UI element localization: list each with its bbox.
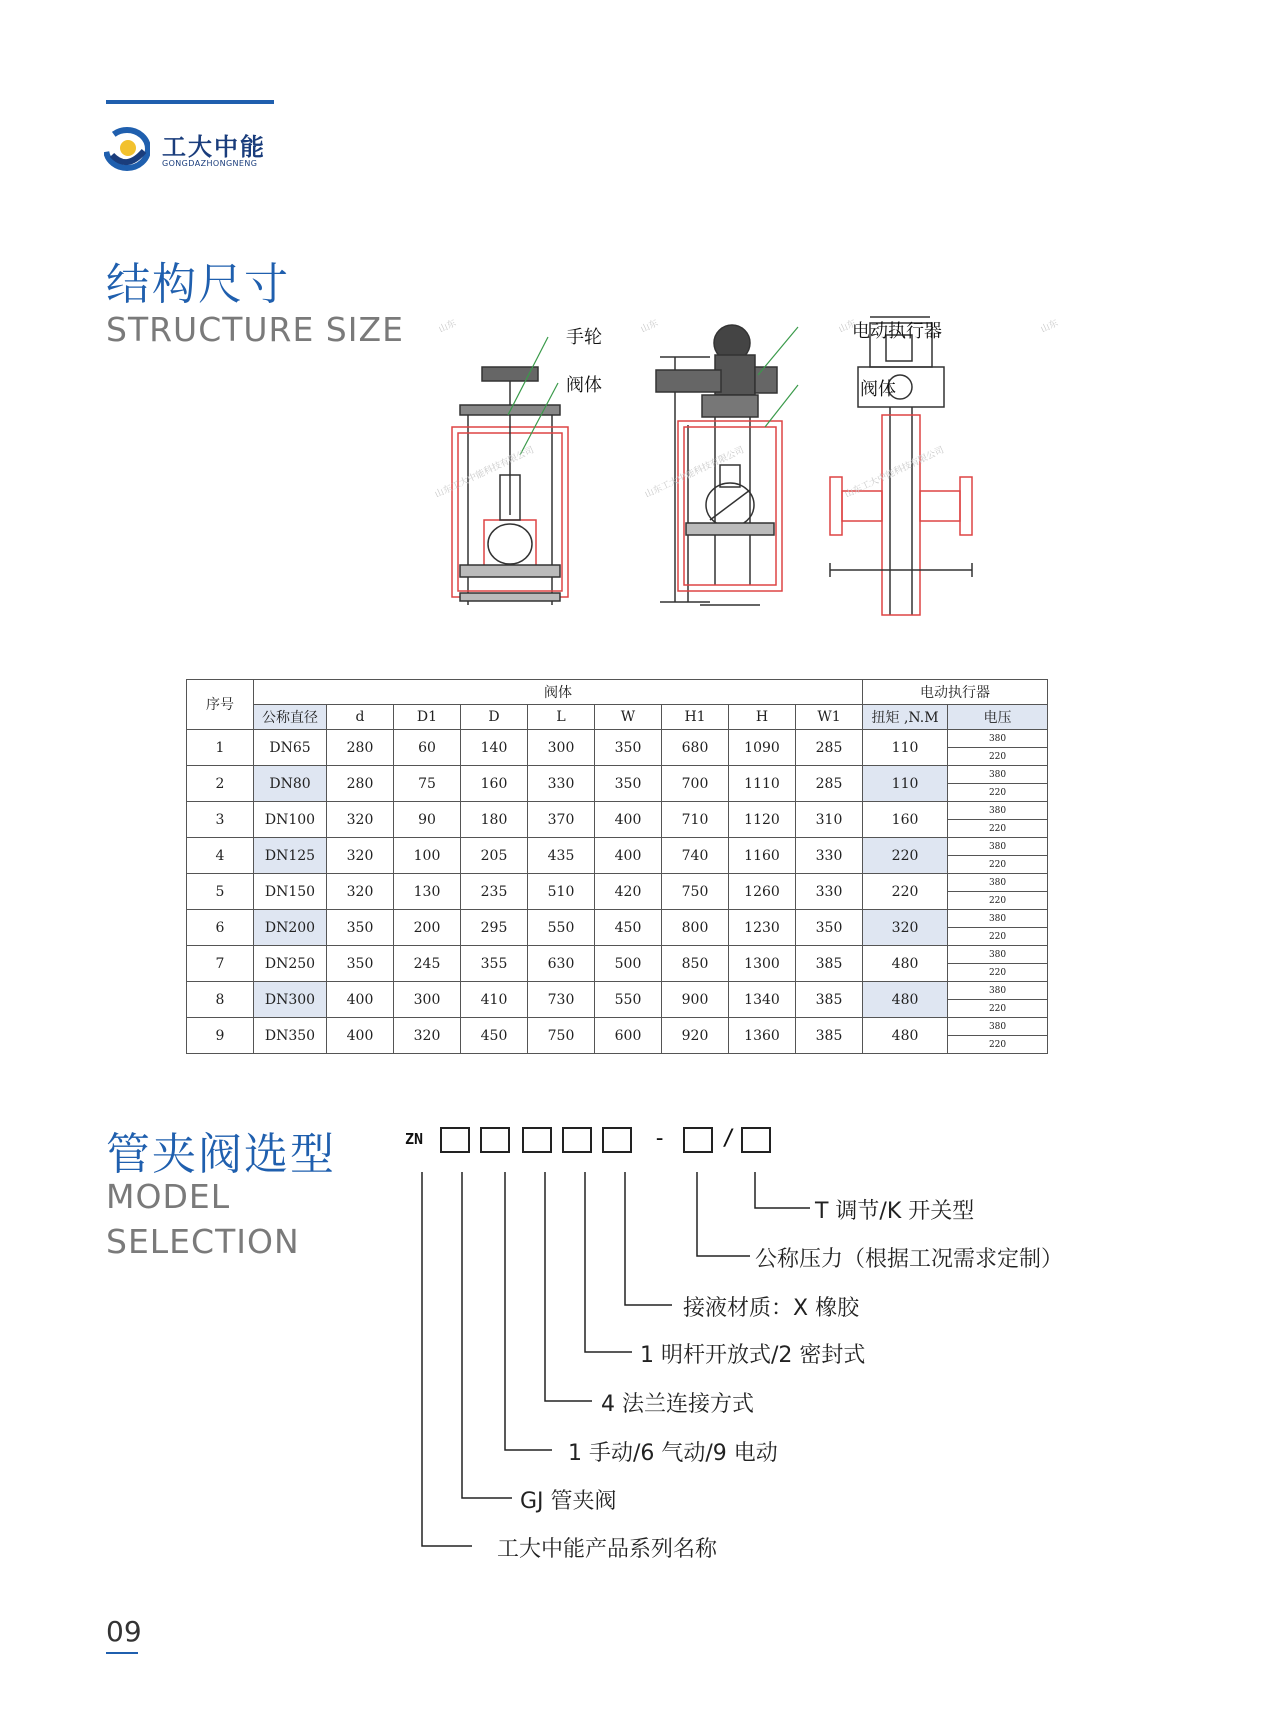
col-voltage: 电压 (948, 705, 1048, 730)
cell-h: 1090 (729, 730, 796, 766)
cell-index: 5 (187, 874, 254, 910)
col-D1: D1 (394, 705, 461, 730)
cell-voltage-220: 220 (948, 1036, 1048, 1054)
cell-voltage-220: 220 (948, 1000, 1048, 1018)
brand-logo (104, 125, 304, 175)
table-row (187, 874, 1048, 892)
cell-dn: DN200 (254, 910, 327, 946)
selection-title-en-1: MODEL (106, 1177, 231, 1216)
cell-voltage-380: 380 (948, 946, 1048, 964)
selection-title-cn: 管夹阀选型 (106, 1129, 336, 1180)
cell-h1: 740 (662, 838, 729, 874)
cell-l: 370 (528, 802, 595, 838)
cell-w1: 385 (796, 946, 863, 982)
cell-dn: DN80 (254, 766, 327, 802)
col-W1: W1 (796, 705, 863, 730)
selection-item-7: GJ 管夹阀 (520, 1489, 617, 1514)
manual-valve-drawing (452, 367, 568, 605)
cell-voltage-380: 380 (948, 766, 1048, 784)
cell-w: 450 (595, 910, 662, 946)
cell-d1: 130 (394, 874, 461, 910)
cell-w1: 350 (796, 910, 863, 946)
cell-l: 435 (528, 838, 595, 874)
selection-title-en-2: SELECTION (106, 1222, 300, 1261)
cell-w1: 330 (796, 838, 863, 874)
logo-mark-icon (104, 127, 150, 171)
cell-voltage-380: 380 (948, 1018, 1048, 1036)
cell-d: 280 (327, 766, 394, 802)
cell-h1: 700 (662, 766, 729, 802)
code-box-5 (602, 1127, 632, 1153)
watermark-6: 山东工大中能科技有限公司 (643, 445, 746, 501)
cell-l: 630 (528, 946, 595, 982)
cell-d: 320 (327, 838, 394, 874)
cell-h: 1160 (729, 838, 796, 874)
cell-dn: DN150 (254, 874, 327, 910)
cell-voltage-220: 220 (948, 892, 1048, 910)
cell-index: 9 (187, 1018, 254, 1054)
page-number: 09 (106, 1615, 142, 1648)
code-box-3 (522, 1127, 552, 1153)
cell-torque: 480 (863, 946, 948, 982)
cell-w: 420 (595, 874, 662, 910)
cell-voltage-380: 380 (948, 874, 1048, 892)
cell-h: 1260 (729, 874, 796, 910)
col-d: d (327, 705, 394, 730)
cell-h1: 800 (662, 910, 729, 946)
cell-voltage-220: 220 (948, 928, 1048, 946)
table-row (187, 766, 1048, 784)
cell-d: 140 (461, 730, 528, 766)
page-number-underline (106, 1652, 138, 1654)
cell-index: 3 (187, 802, 254, 838)
cell-w1: 385 (796, 982, 863, 1018)
watermark-3: 山东 (837, 318, 858, 336)
cell-h1: 710 (662, 802, 729, 838)
cell-d1: 300 (394, 982, 461, 1018)
cell-h1: 850 (662, 946, 729, 982)
brand-name-cn: 工大中能 (162, 132, 266, 161)
cell-l: 550 (528, 910, 595, 946)
label-valve-body-2: 阀体 (860, 379, 896, 400)
structure-title-en: STRUCTURE SIZE (106, 310, 404, 349)
cell-l: 510 (528, 874, 595, 910)
cell-w: 400 (595, 802, 662, 838)
cell-dn: DN350 (254, 1018, 327, 1054)
cell-w: 400 (595, 838, 662, 874)
cell-dn: DN250 (254, 946, 327, 982)
watermark-2: 山东 (639, 318, 660, 336)
valve-drawing (420, 315, 1070, 635)
cell-d: 450 (461, 1018, 528, 1054)
cell-d: 355 (461, 946, 528, 982)
cell-d: 410 (461, 982, 528, 1018)
cell-voltage-220: 220 (948, 964, 1048, 982)
cell-w1: 385 (796, 1018, 863, 1054)
cell-dn: DN300 (254, 982, 327, 1018)
code-slash: / (722, 1126, 736, 1151)
cell-torque: 480 (863, 982, 948, 1018)
cell-voltage-380: 380 (948, 910, 1048, 928)
selection-item-2: 公称压力（根据工况需求定制） (755, 1247, 1064, 1272)
table-row (187, 946, 1048, 964)
code-dash: - (653, 1126, 667, 1151)
watermark-7: 山东工大中能科技有限公司 (843, 445, 946, 501)
cell-w: 350 (595, 766, 662, 802)
cell-voltage-220: 220 (948, 748, 1048, 766)
cell-d: 180 (461, 802, 528, 838)
cell-w: 500 (595, 946, 662, 982)
cell-index: 1 (187, 730, 254, 766)
cell-h1: 900 (662, 982, 729, 1018)
code-box-2 (480, 1127, 510, 1153)
table-row (187, 802, 1048, 820)
watermark-4: 山东 (1039, 318, 1060, 336)
table-header-row-2 (187, 705, 1048, 730)
label-valve-body-1: 阀体 (566, 375, 602, 396)
cell-dn: DN100 (254, 802, 327, 838)
cell-w1: 330 (796, 874, 863, 910)
selection-item-4: 1 明杆开放式/2 密封式 (640, 1343, 866, 1368)
table-row (187, 1018, 1048, 1036)
cell-d1: 200 (394, 910, 461, 946)
table-row (187, 982, 1048, 1000)
cell-d1: 90 (394, 802, 461, 838)
cell-voltage-380: 380 (948, 730, 1048, 748)
header-rule (106, 100, 274, 104)
cell-torque: 320 (863, 910, 948, 946)
cell-voltage-380: 380 (948, 802, 1048, 820)
code-box-6 (683, 1127, 713, 1153)
spec-table (186, 679, 1048, 1054)
cell-h: 1360 (729, 1018, 796, 1054)
cell-d: 280 (327, 730, 394, 766)
cell-w1: 285 (796, 766, 863, 802)
cell-d: 350 (327, 910, 394, 946)
col-D: D (461, 705, 528, 730)
cell-index: 2 (187, 766, 254, 802)
cell-w: 600 (595, 1018, 662, 1054)
cell-voltage-380: 380 (948, 838, 1048, 856)
valve-diagram (420, 315, 1070, 635)
col-torque: 扭矩 ,N.M (863, 705, 948, 730)
cell-d: 205 (461, 838, 528, 874)
structure-title-cn: 结构尺寸 (106, 259, 290, 310)
cell-index: 4 (187, 838, 254, 874)
watermark-1: 山东 (437, 318, 458, 336)
cell-dn: DN65 (254, 730, 327, 766)
code-box-1 (440, 1127, 470, 1153)
col-W: W (595, 705, 662, 730)
cell-d: 160 (461, 766, 528, 802)
label-handwheel: 手轮 (566, 327, 602, 348)
cell-l: 300 (528, 730, 595, 766)
cell-h: 1110 (729, 766, 796, 802)
cell-d: 320 (327, 802, 394, 838)
cell-dn: DN125 (254, 838, 327, 874)
table-row (187, 838, 1048, 856)
header-actuator: 电动执行器 (863, 680, 1048, 705)
cell-torque: 110 (863, 730, 948, 766)
cell-h1: 680 (662, 730, 729, 766)
model-code (405, 1122, 785, 1162)
cell-torque: 220 (863, 874, 948, 910)
watermark-5: 山东工大中能科技有限公司 (433, 445, 536, 501)
cell-d1: 100 (394, 838, 461, 874)
cell-d: 350 (327, 946, 394, 982)
cell-h1: 920 (662, 1018, 729, 1054)
cell-w1: 285 (796, 730, 863, 766)
cell-h: 1230 (729, 910, 796, 946)
label-electric-actuator: 电动执行器 (852, 321, 942, 342)
col-L: L (528, 705, 595, 730)
cell-d: 295 (461, 910, 528, 946)
table-row (187, 910, 1048, 928)
cell-h: 1120 (729, 802, 796, 838)
brand-name-en: GONGDAZHONGNENG (162, 159, 258, 168)
selection-item-3: 接液材质：X 橡胶 (683, 1296, 860, 1321)
cell-l: 330 (528, 766, 595, 802)
selection-item-5: 4 法兰连接方式 (601, 1392, 754, 1417)
selection-item-6: 1 手动/6 气动/9 电动 (568, 1441, 778, 1466)
cell-l: 730 (528, 982, 595, 1018)
cell-w: 550 (595, 982, 662, 1018)
cell-h: 1300 (729, 946, 796, 982)
table-row (187, 730, 1048, 748)
selection-item-1: T 调节/K 开关型 (815, 1199, 975, 1224)
cell-voltage-380: 380 (948, 982, 1048, 1000)
cell-torque: 110 (863, 766, 948, 802)
cell-voltage-220: 220 (948, 820, 1048, 838)
header-valve-body: 阀体 (254, 680, 863, 705)
cell-w1: 310 (796, 802, 863, 838)
cell-l: 750 (528, 1018, 595, 1054)
cell-index: 7 (187, 946, 254, 982)
cell-voltage-220: 220 (948, 784, 1048, 802)
cell-d: 235 (461, 874, 528, 910)
cell-h1: 750 (662, 874, 729, 910)
code-prefix: ZN (405, 1130, 424, 1148)
col-H1: H1 (662, 705, 729, 730)
table-header-row-1 (187, 680, 1048, 705)
cell-h: 1340 (729, 982, 796, 1018)
cell-d: 320 (327, 874, 394, 910)
col-H: H (729, 705, 796, 730)
code-box-4 (562, 1127, 592, 1153)
cell-w: 350 (595, 730, 662, 766)
code-box-7 (741, 1127, 771, 1153)
cell-torque: 220 (863, 838, 948, 874)
cell-d1: 245 (394, 946, 461, 982)
cell-d1: 320 (394, 1018, 461, 1054)
cell-voltage-220: 220 (948, 856, 1048, 874)
cell-d1: 75 (394, 766, 461, 802)
col-nominal-diameter: 公称直径 (254, 705, 327, 730)
header-index: 序号 (187, 680, 254, 730)
cell-d: 400 (327, 982, 394, 1018)
cell-index: 8 (187, 982, 254, 1018)
cell-torque: 480 (863, 1018, 948, 1054)
cell-torque: 160 (863, 802, 948, 838)
cell-d1: 60 (394, 730, 461, 766)
cell-index: 6 (187, 910, 254, 946)
selection-item-8: 工大中能产品系列名称 (497, 1537, 718, 1562)
cell-d: 400 (327, 1018, 394, 1054)
